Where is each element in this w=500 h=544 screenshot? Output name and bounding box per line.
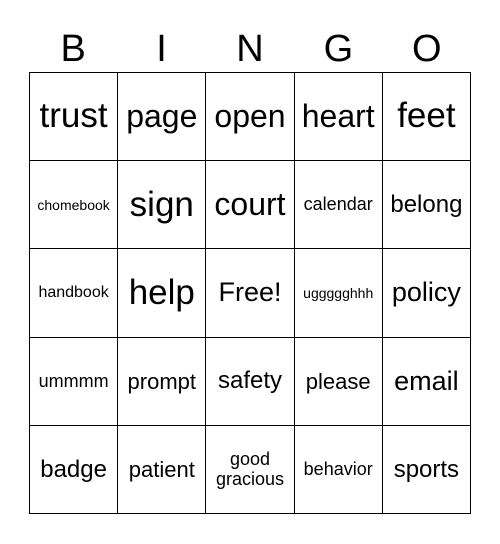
header-letter-n: N (236, 28, 264, 70)
bingo-header (29, 26, 471, 72)
bingo-cell[interactable]: court (206, 161, 294, 249)
bingo-cell[interactable]: policy (383, 249, 471, 337)
bingo-cell[interactable]: uggggghhh (295, 249, 383, 337)
bingo-cell[interactable]: patient (118, 426, 206, 514)
bingo-cell[interactable]: please (295, 338, 383, 426)
bingo-cell[interactable]: email (383, 338, 471, 426)
bingo-cell[interactable]: Free! (206, 249, 294, 337)
bingo-cell[interactable]: help (118, 249, 206, 337)
header-letter-o: O (411, 28, 442, 70)
bingo-cell[interactable]: feet (383, 73, 471, 161)
bingo-cell[interactable]: sign (118, 161, 206, 249)
bingo-cell[interactable]: chomebook (30, 161, 118, 249)
bingo-cell[interactable]: open (206, 73, 294, 161)
header-letter-g: G (323, 28, 354, 70)
bingo-cell[interactable]: calendar (295, 161, 383, 249)
bingo-cell[interactable]: page (118, 73, 206, 161)
header-letter-b: B (60, 28, 86, 70)
bingo-cell[interactable]: safety (206, 338, 294, 426)
bingo-cell[interactable]: ummmm (30, 338, 118, 426)
bingo-cell[interactable]: good gracious (206, 426, 294, 514)
bingo-cell[interactable]: handbook (30, 249, 118, 337)
bingo-cell[interactable]: belong (383, 161, 471, 249)
header-letter-i: I (156, 28, 167, 70)
bingo-cell[interactable]: trust (30, 73, 118, 161)
bingo-cell[interactable]: badge (30, 426, 118, 514)
bingo-cell[interactable]: sports (383, 426, 471, 514)
bingo-cell[interactable]: behavior (295, 426, 383, 514)
bingo-cell[interactable]: heart (295, 73, 383, 161)
bingo-cell[interactable]: prompt (118, 338, 206, 426)
bingo-board (29, 72, 471, 514)
